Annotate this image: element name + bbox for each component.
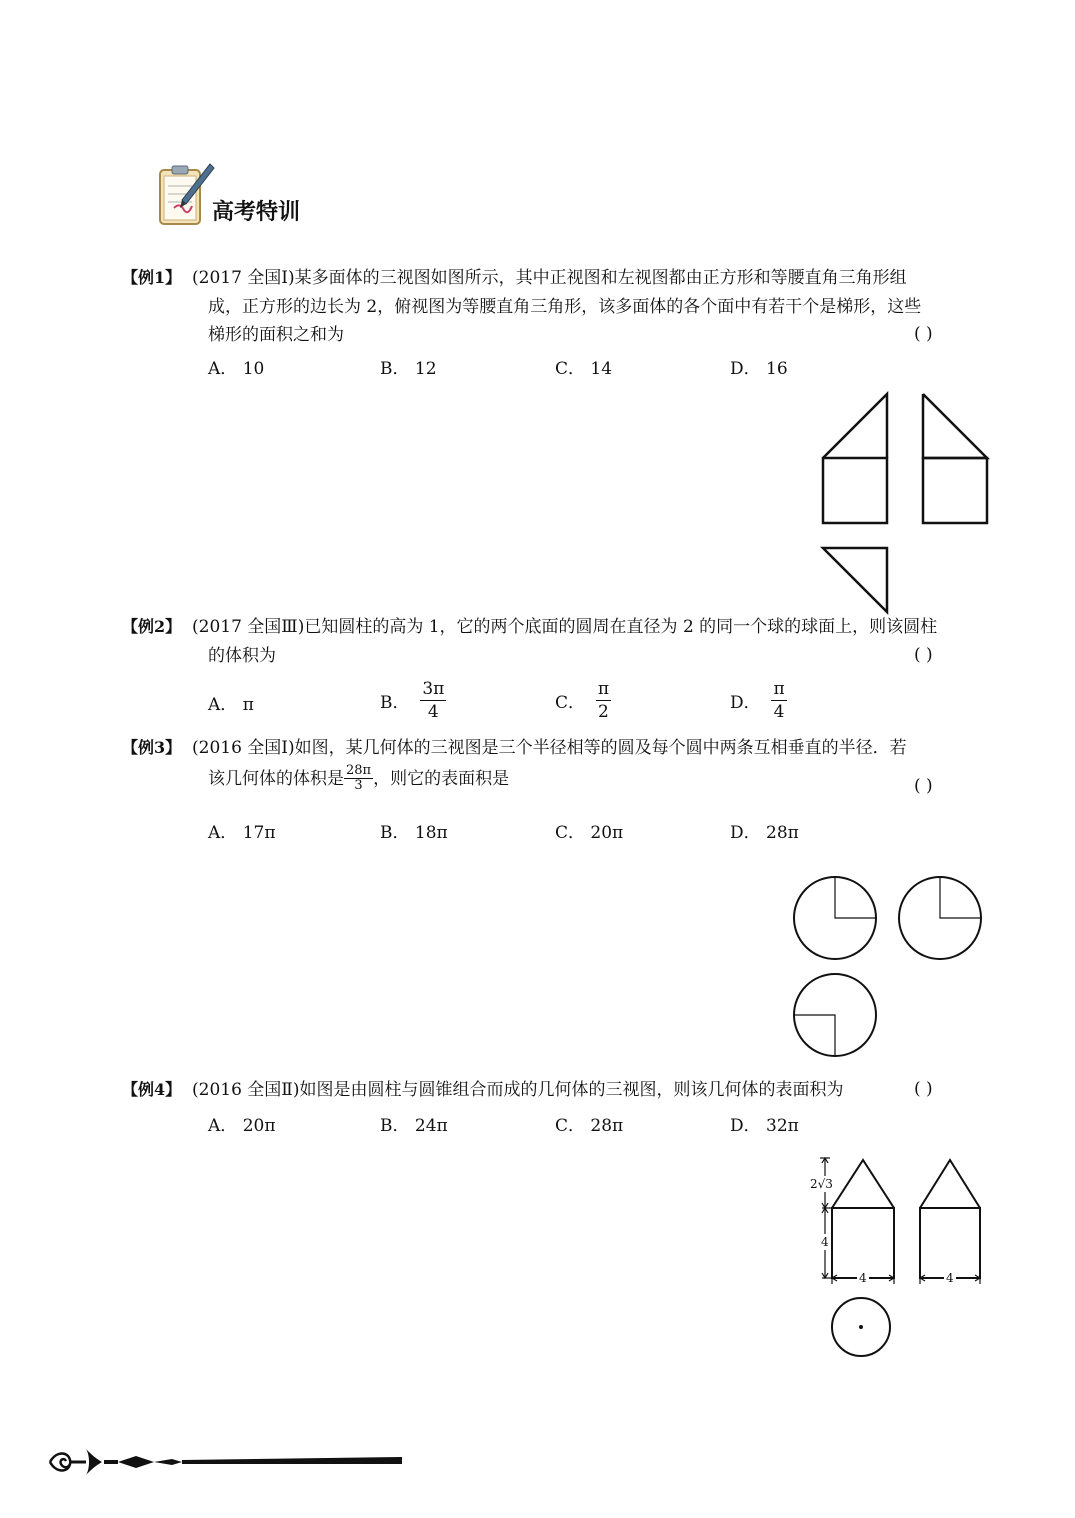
example-4-tag: 【例4】	[122, 1080, 182, 1099]
dimension-lines	[820, 1158, 980, 1284]
top-view	[794, 974, 876, 1056]
option-b[interactable]: B． 24π	[380, 1116, 448, 1136]
top-view	[823, 548, 887, 612]
side-width-label: 4	[946, 1271, 954, 1285]
option-d[interactable]: D． 32π	[730, 1116, 799, 1136]
example-1-line-3: 梯形的面积之和为	[208, 325, 344, 345]
example-2-answer-paren: ( )	[914, 645, 933, 665]
side-view	[899, 877, 981, 959]
option-c[interactable]: C． 20π	[555, 823, 624, 843]
option-b[interactable]: B． 18π	[380, 823, 448, 843]
example-4-answer-paren: ( )	[914, 1079, 933, 1099]
option-b[interactable]: B． $\frac{3\pi}{4}$	[380, 679, 445, 722]
clipboard-pen-icon	[152, 156, 216, 232]
front-width-label: 4	[859, 1271, 867, 1285]
front-view	[832, 1160, 894, 1278]
cylinder-height-label: 4	[821, 1235, 829, 1249]
front-view	[794, 877, 876, 959]
example-4-line-1: (2016 全国Ⅱ)如图是由圆柱与圆锥组合而成的几何体的三视图，则该几何体的表面积为	[192, 1080, 844, 1100]
example-3-three-view-diagram	[785, 870, 990, 1065]
example-1-tag: 【例1】	[122, 268, 182, 287]
option-c[interactable]: C． 28π	[555, 1116, 624, 1136]
option-d[interactable]: D． 16	[730, 359, 788, 379]
option-c[interactable]: C． $\frac{\pi}{2}$	[555, 679, 610, 722]
front-view	[823, 394, 887, 523]
top-view	[832, 1298, 890, 1356]
cone-height-label: 2√3	[810, 1177, 833, 1191]
example-2-line-1: (2017 全国Ⅲ)已知圆柱的高为 1，它的两个底面的圆周在直径为 2 的同一个球的球面上，则该圆柱	[192, 617, 938, 637]
example-3-line-1: (2016 全国Ⅰ)如图，某几何体的三视图是三个半径相等的圆及每个圆中两条互相垂直的半径．若	[192, 738, 907, 758]
option-a[interactable]: A． π	[208, 695, 254, 715]
side-view	[923, 394, 987, 523]
scroll-ornament-icon	[46, 1443, 406, 1481]
option-d[interactable]: D． $\frac{\pi}{4}$	[730, 679, 785, 722]
example-1-three-view-diagram	[815, 388, 995, 618]
option-a[interactable]: A． 20π	[208, 1116, 276, 1136]
example-1-line-1: (2017 全国Ⅰ)某多面体的三视图如图所示，其中正视图和左视图都由正方形和等腰直角三角形组	[192, 268, 907, 288]
option-b[interactable]: B． 12	[380, 359, 437, 379]
example-3-answer-paren: ( )	[914, 776, 933, 796]
option-a[interactable]: A． 17π	[208, 823, 276, 843]
example-2-tag: 【例2】	[122, 617, 182, 636]
side-view	[920, 1160, 980, 1278]
example-3-line-2: 该几何体的体积是 $\frac{28\pi}{3}$ ，则它的表面积是	[208, 763, 510, 793]
option-c[interactable]: C． 14	[555, 359, 613, 379]
option-d[interactable]: D． 28π	[730, 823, 799, 843]
example-1-line-2: 成，正方形的边长为 2，俯视图为等腰直角三角形，该多面体的各个面中有若干个是梯形，这些	[208, 297, 922, 317]
example-3-tag: 【例3】	[122, 738, 182, 757]
example-1-answer-paren: ( )	[914, 324, 933, 344]
option-a[interactable]: A． 10	[208, 359, 265, 379]
section-title: 高考特训	[212, 200, 301, 225]
example-4-three-view-diagram	[800, 1150, 990, 1365]
example-2-line-2: 的体积为	[208, 646, 276, 666]
